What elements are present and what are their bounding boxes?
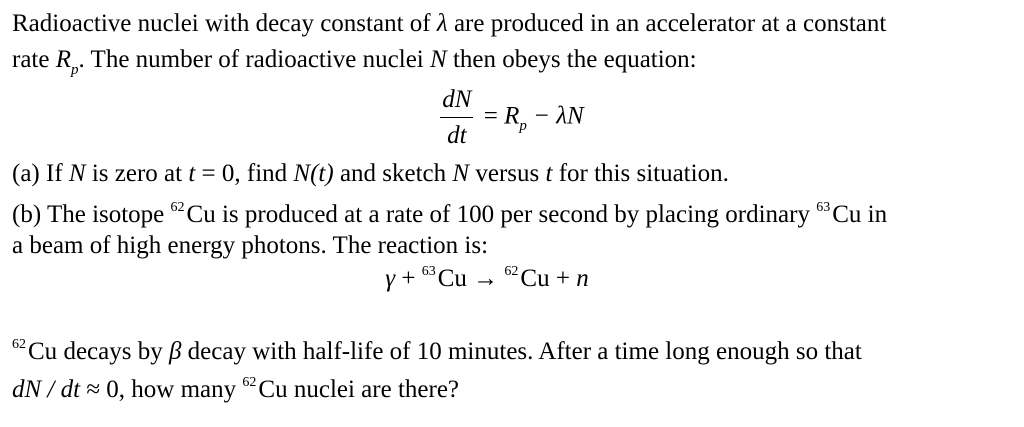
reaction-arrow: → (466, 265, 505, 292)
intro-text: . The number of radioactive nuclei (78, 46, 430, 73)
part-a-text: and sketch (333, 160, 453, 187)
reaction-equation (0, 263, 999, 294)
mass-number: 62 (170, 200, 185, 215)
part-a (12, 158, 729, 189)
part-a-text: (a) If (12, 160, 69, 187)
denominator: dt (440, 117, 473, 151)
part-b-text: is produced at a rate of 100 per second by placing ordinary (215, 201, 817, 228)
copper-symbol: Cu (437, 265, 467, 292)
intro-line-1 (12, 8, 886, 39)
lambda-symbol: λ (436, 10, 448, 37)
intro-text: Radioactive nuclei with decay constant of (12, 10, 437, 37)
part-a-text: for this situation. (552, 160, 729, 187)
plus-sign: + (549, 265, 577, 292)
rate-subscript: p (71, 62, 79, 78)
copper-symbol: Cu (520, 265, 550, 292)
copper-symbol: Cu (832, 201, 862, 228)
equals-sign: = (477, 102, 505, 130)
n-symbol: N (430, 46, 447, 73)
rate-symbol: R (504, 102, 520, 130)
neutron-symbol: n (576, 265, 589, 292)
beta-symbol: β (168, 338, 182, 365)
final-text: decays by (57, 338, 169, 365)
n-symbol: N (452, 160, 470, 187)
part-b-text: in (861, 201, 888, 228)
part-a-text: = 0, find (195, 160, 294, 187)
copper-symbol: Cu (258, 376, 288, 403)
final-text: decay with half-life of 10 minutes. After a time long enough so that (181, 338, 862, 365)
intro-text: rate (12, 46, 56, 73)
gamma-symbol: γ (385, 265, 396, 292)
rate-subscript: p (519, 118, 527, 135)
mass-number: 63 (816, 200, 831, 215)
intro-line-2 (12, 44, 697, 78)
intro-text: then obeys the equation: (446, 46, 697, 73)
numerator: dN (442, 86, 472, 113)
final-text: ≈ 0, how many (80, 376, 243, 403)
n-of-t: N(t) (293, 160, 334, 187)
rate-equation (0, 84, 1024, 152)
final-line-1 (12, 336, 862, 367)
part-b-text: (b) The isotope (12, 201, 171, 228)
part-b-line-2 (12, 230, 488, 261)
derivative-fraction (440, 84, 473, 152)
copper-symbol: Cu (186, 201, 216, 228)
n-symbol: N (68, 160, 86, 187)
part-b-line-1 (12, 199, 887, 230)
plus-sign: + (395, 265, 422, 292)
t-symbol: t (545, 160, 553, 187)
mass-number: 63 (421, 264, 436, 279)
final-line-2 (12, 374, 459, 405)
t-symbol: t (188, 160, 196, 187)
part-b-text: a beam of high energy photons. The reaction is: (12, 232, 489, 259)
mass-number: 62 (242, 375, 257, 390)
mass-number: 62 (12, 337, 26, 352)
final-text: nuclei are there? (287, 376, 460, 403)
derivative-expression: dN / dt (12, 376, 81, 403)
rate-symbol: R (55, 46, 71, 73)
part-a-text: is zero at (85, 160, 189, 187)
copper-symbol: Cu (28, 338, 58, 365)
intro-text: are produced in an accelerator at a constant (447, 10, 887, 37)
part-a-text: versus (469, 160, 546, 187)
decay-term: − λN (526, 102, 584, 130)
mass-number: 62 (504, 264, 519, 279)
